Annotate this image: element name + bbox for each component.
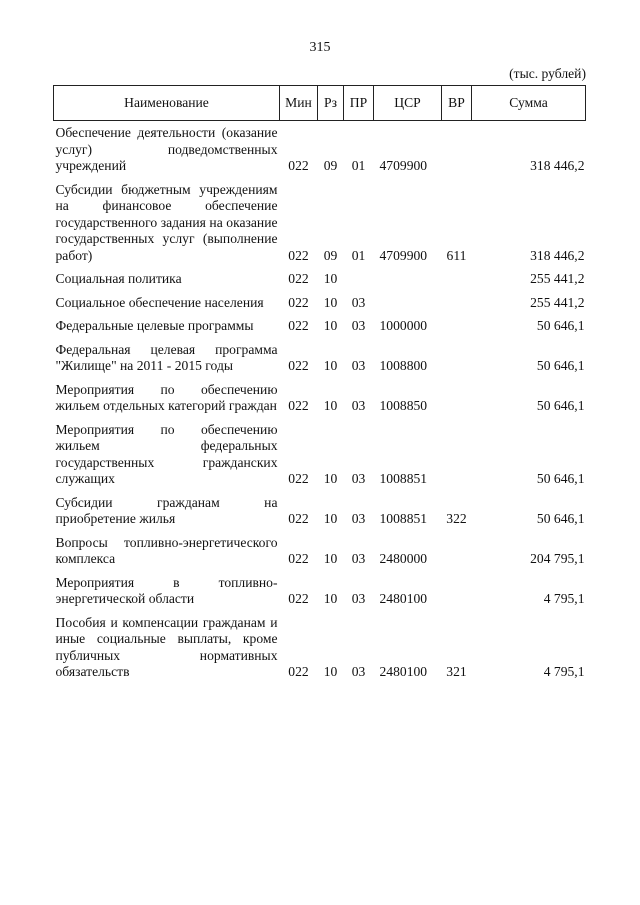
table-row	[54, 415, 586, 488]
row-sum: 50 646,1	[536, 398, 585, 413]
row-csr	[374, 264, 442, 288]
row-vr: 611	[446, 247, 467, 263]
row-pr: 03	[351, 664, 366, 679]
table-row	[54, 568, 586, 608]
row-name: Субсидии гражданам на приобретение жилья	[55, 494, 278, 526]
row-vr	[442, 121, 472, 175]
header-csr: ЦСР	[374, 86, 442, 121]
table-header-row	[54, 86, 586, 121]
header-vr: ВР	[442, 86, 472, 121]
row-sum: 50 646,1	[536, 471, 585, 486]
row-rz: 10	[323, 318, 338, 333]
row-rz: 10	[323, 358, 338, 373]
row-min: 022	[288, 158, 309, 173]
row-csr	[374, 288, 442, 312]
row-sum: 50 646,1	[536, 511, 585, 526]
row-min: 022	[288, 551, 309, 566]
table-row	[54, 488, 586, 528]
row-sum: 204 795,1	[530, 551, 585, 566]
row-csr: 2480100	[379, 664, 428, 679]
row-pr: 03	[351, 551, 366, 566]
row-sum: 255 441,2	[530, 294, 585, 310]
row-csr: 1000000	[379, 318, 428, 333]
row-pr: 03	[351, 591, 366, 606]
row-min: 022	[288, 247, 309, 263]
table-row	[54, 121, 586, 175]
row-name: Мероприятия по обеспечению жильем отдельных категорий граждан	[55, 381, 278, 413]
row-csr: 1008800	[379, 358, 428, 373]
row-sum: 255 441,2	[530, 271, 585, 286]
row-vr: 322	[446, 511, 467, 526]
table-row	[54, 288, 586, 312]
row-name: Вопросы топливно-энергетического комплекса	[55, 534, 278, 566]
header-sum: Сумма	[472, 86, 586, 121]
units-label: (тыс. рублей)	[509, 66, 586, 81]
row-min: 022	[288, 664, 309, 679]
row-vr	[442, 568, 472, 608]
row-rz: 10	[323, 664, 338, 679]
row-pr	[344, 264, 374, 288]
row-rz: 10	[323, 551, 338, 566]
table-row	[54, 311, 586, 335]
row-vr	[442, 288, 472, 312]
row-name: Обеспечение деятельности (оказание услуг) подведомственных учреждений	[55, 125, 278, 173]
row-sum: 50 646,1	[536, 358, 585, 373]
row-vr	[442, 375, 472, 415]
row-min: 022	[288, 511, 309, 526]
budget-table	[53, 85, 586, 681]
row-pr: 03	[351, 294, 366, 310]
row-min: 022	[288, 294, 309, 310]
table-row	[54, 335, 586, 375]
row-vr	[442, 335, 472, 375]
header-min: Мин	[280, 86, 318, 121]
row-pr: 03	[351, 318, 366, 333]
row-name: Социальная политика	[55, 271, 182, 286]
row-rz: 10	[323, 294, 338, 310]
header-rz: Рз	[318, 86, 344, 121]
row-pr: 03	[351, 398, 366, 413]
row-name: Мероприятия по обеспечению жильем федеральных государственных гражданских служащих	[55, 421, 278, 486]
row-sum: 318 446,2	[530, 247, 585, 263]
row-vr	[442, 528, 472, 568]
row-csr: 4709900	[379, 158, 428, 173]
row-rz: 10	[323, 591, 338, 606]
row-rz: 10	[323, 398, 338, 413]
page-number: 315	[309, 40, 331, 55]
row-vr: 321	[446, 664, 467, 679]
row-sum: 4 795,1	[543, 591, 585, 606]
row-name: Субсидии бюджетным учреждениям на финансовое обеспечение государственного задания на оказание государственных услуг (выполнение работ)	[55, 181, 278, 263]
row-pr: 03	[351, 358, 366, 373]
row-rz: 10	[323, 471, 338, 486]
table-row	[54, 264, 586, 288]
row-csr: 2480100	[379, 591, 428, 606]
table-row	[54, 175, 586, 265]
row-name: Пособия и компенсации гражданам и иные социальные выплаты, кроме публичных нормативных обязательств	[55, 614, 278, 679]
row-min: 022	[288, 471, 309, 486]
row-vr	[442, 311, 472, 335]
row-rz: 09	[323, 247, 338, 263]
row-min: 022	[288, 271, 309, 286]
row-min: 022	[288, 398, 309, 413]
row-vr	[442, 415, 472, 488]
header-name: Наименование	[54, 86, 280, 121]
row-min: 022	[288, 358, 309, 373]
row-vr	[442, 264, 472, 288]
row-name: Федеральная целевая программа "Жилище" на 2011 - 2015 годы	[55, 341, 278, 373]
row-pr: 01	[351, 247, 366, 263]
table-row	[54, 375, 586, 415]
row-name: Мероприятия в топливно-энергетической области	[55, 574, 278, 606]
row-name: Федеральные целевые программы	[55, 318, 254, 333]
row-pr: 03	[351, 471, 366, 486]
row-sum: 50 646,1	[536, 318, 585, 333]
row-csr: 4709900	[379, 247, 428, 263]
row-min: 022	[288, 591, 309, 606]
row-min: 022	[288, 318, 309, 333]
row-sum: 4 795,1	[543, 664, 585, 679]
row-name: Социальное обеспечение населения	[55, 294, 264, 310]
row-csr: 1008850	[379, 398, 428, 413]
header-pr: ПР	[344, 86, 374, 121]
row-rz: 09	[323, 158, 338, 173]
row-rz: 10	[323, 511, 338, 526]
row-rz: 10	[323, 271, 338, 286]
row-sum: 318 446,2	[530, 158, 585, 173]
table-row	[54, 528, 586, 568]
row-pr: 03	[351, 511, 366, 526]
row-pr: 01	[351, 158, 366, 173]
table-row	[54, 608, 586, 681]
row-csr: 2480000	[379, 551, 428, 566]
row-csr: 1008851	[379, 511, 428, 526]
row-csr: 1008851	[379, 471, 428, 486]
